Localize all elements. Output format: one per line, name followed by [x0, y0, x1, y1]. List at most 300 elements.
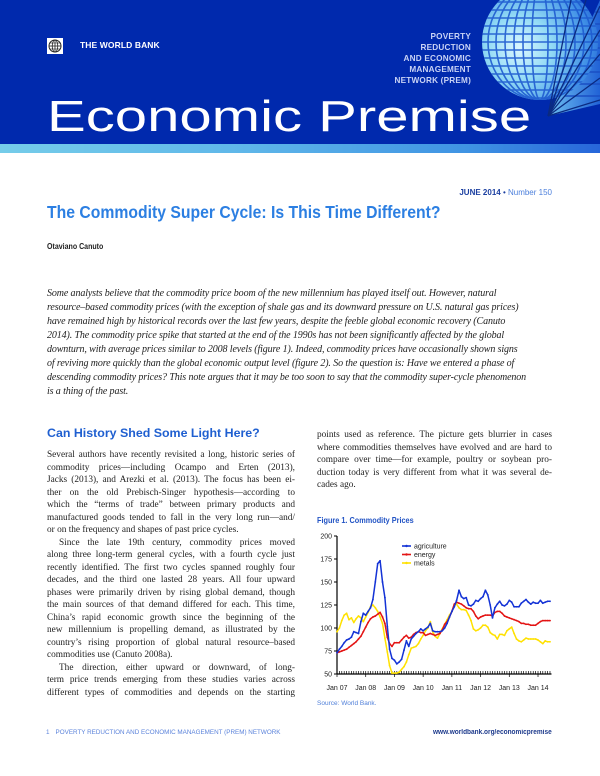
data-point [425, 628, 427, 630]
data-point [523, 623, 525, 625]
body-line: decades, and the third one lasted 28 years. All four upward [47, 575, 295, 585]
body-line: points used as reference. The picture gets blurrier in cases [317, 430, 552, 440]
data-point [549, 641, 551, 643]
data-point [473, 611, 475, 613]
data-point [437, 631, 439, 633]
section-heading: Can History Shed Some Light Here? [47, 426, 260, 440]
data-point [420, 628, 422, 630]
data-point [537, 639, 539, 641]
data-point [458, 589, 460, 591]
data-point [465, 597, 467, 599]
abstract-line: resource–based commodity prices (with the exception of shale gas and its downward pressure on U.S. natural gas prices) [47, 302, 519, 313]
data-point [516, 606, 518, 608]
data-point [528, 623, 530, 625]
data-point [355, 632, 357, 634]
data-point [544, 601, 546, 603]
data-point [513, 619, 515, 621]
issue-number: Number 150 [507, 188, 552, 197]
data-point [523, 639, 525, 641]
data-point [542, 620, 544, 622]
x-tick-label: Jan 08 [355, 685, 377, 692]
data-point [528, 638, 530, 640]
left-column-body [47, 449, 295, 699]
data-point [348, 638, 350, 640]
data-point [429, 623, 431, 625]
data-point [463, 605, 465, 607]
data-point [351, 645, 353, 647]
data-point [408, 646, 410, 648]
data-point [398, 661, 400, 663]
data-point [504, 635, 506, 637]
data-point [408, 654, 410, 656]
data-point [461, 603, 463, 605]
data-point [396, 663, 398, 665]
data-point [384, 623, 386, 625]
data-point [434, 635, 436, 637]
data-point [353, 631, 355, 633]
data-point [418, 643, 420, 645]
data-point [386, 651, 388, 653]
data-point [468, 614, 470, 616]
data-point [525, 637, 527, 639]
data-point [461, 609, 463, 611]
data-point [384, 597, 386, 599]
data-point [461, 596, 463, 598]
data-point [458, 607, 460, 609]
data-point [353, 643, 355, 645]
data-point [494, 607, 496, 609]
data-point [415, 646, 417, 648]
data-point [473, 628, 475, 630]
data-point [487, 614, 489, 616]
data-point [403, 649, 405, 651]
data-point [542, 643, 544, 645]
data-point [374, 607, 376, 609]
data-point [370, 618, 372, 620]
data-point [482, 624, 484, 626]
data-point [547, 620, 549, 622]
data-point [487, 626, 489, 628]
data-point [358, 615, 360, 617]
body-line: which the “terms of trade” between primary products and [47, 500, 295, 510]
data-point [482, 615, 484, 617]
body-line: phases were primarily driven by rising global demand, though [47, 587, 295, 598]
data-point [379, 560, 381, 562]
footer-network-name: POVERTY REDUCTION AND ECONOMIC MANAGEMENT (PREM) NETWORK [55, 729, 281, 736]
data-point [492, 617, 494, 619]
data-point [432, 630, 434, 632]
data-point [506, 603, 508, 605]
data-point [518, 621, 520, 623]
footer-website-link[interactable]: www.worldbank.org/economicpremise [433, 729, 552, 736]
x-tick-label: Jan 14 [527, 685, 549, 692]
issue-info [459, 188, 552, 197]
data-point [353, 622, 355, 624]
data-point [365, 616, 367, 618]
data-point [358, 633, 360, 635]
data-point [547, 641, 549, 643]
data-point [444, 627, 446, 629]
data-point [341, 646, 343, 648]
data-point [437, 637, 439, 639]
y-tick-label: 150 [320, 579, 332, 587]
y-tick-label: 200 [320, 533, 332, 541]
data-point [477, 618, 479, 620]
x-tick-label: Jan 11 [441, 685, 463, 692]
data-point [499, 600, 501, 602]
data-point [348, 646, 350, 648]
organization-name: THE WORLD BANK [80, 40, 160, 50]
data-point [348, 619, 350, 621]
data-point [549, 600, 551, 602]
data-point [535, 638, 537, 640]
data-point [396, 642, 398, 644]
data-point [475, 615, 477, 617]
body-line: along three long-term general cycles, with a fourth cycle just [47, 550, 295, 560]
body-line: the main sources of that demand differed for each. This time, [47, 600, 295, 610]
data-point [525, 623, 527, 625]
figure-source: Source: World Bank. [317, 700, 377, 707]
data-point [508, 600, 510, 602]
data-point [362, 612, 364, 614]
x-tick-label: Jan 12 [470, 685, 492, 692]
data-point [547, 600, 549, 602]
data-point [518, 606, 520, 608]
data-point [530, 603, 532, 605]
data-point [336, 652, 338, 654]
body-line: ther on the old Prebisch-Singer hypothesis—according to [47, 487, 295, 498]
data-point [439, 633, 441, 635]
world-bank-logo-icon [47, 38, 63, 54]
abstract [47, 287, 559, 399]
data-point [355, 641, 357, 643]
data-point [398, 671, 400, 673]
legend-label-energy: energy [414, 551, 436, 559]
data-point [499, 611, 501, 613]
data-point [520, 641, 522, 643]
data-point [511, 626, 513, 628]
body-line: duction today is very different from what it was several de- [317, 467, 552, 478]
abstract-line: downturn, with average prices similar to 2008 levels (figure 1). Indeed, commodity prices have occasionally shown signs [47, 344, 518, 355]
data-point [394, 642, 396, 644]
data-point [358, 638, 360, 640]
data-point [379, 612, 381, 614]
data-point [489, 632, 491, 634]
data-point [544, 640, 546, 642]
data-point [406, 635, 408, 637]
data-point [504, 615, 506, 617]
data-point [391, 672, 393, 674]
data-point [485, 624, 487, 626]
data-point [367, 622, 369, 624]
data-point [429, 621, 431, 623]
data-point [540, 641, 542, 643]
data-point [343, 642, 345, 644]
data-point [477, 629, 479, 631]
body-line: or on the frequency and shapes of past price cycles. [47, 525, 239, 535]
data-point [420, 632, 422, 634]
data-point [530, 624, 532, 626]
data-point [496, 638, 498, 640]
data-point [372, 599, 374, 601]
body-line: Several authors have recently revisited a long, historic series of [47, 450, 295, 460]
data-point [408, 637, 410, 639]
data-point [480, 598, 482, 600]
page-number: 1 [46, 729, 50, 736]
data-point [401, 669, 403, 671]
data-point [365, 614, 367, 616]
data-point [422, 635, 424, 637]
right-column-body [317, 429, 552, 492]
data-point [537, 602, 539, 604]
data-point [336, 631, 338, 633]
data-point [394, 659, 396, 661]
data-point [401, 658, 403, 660]
body-line: term price trends emerging from these studies varies across [47, 675, 295, 685]
data-point [449, 616, 451, 618]
data-point [506, 630, 508, 632]
data-point [456, 600, 458, 602]
data-point [470, 608, 472, 610]
data-point [432, 634, 434, 636]
data-point [499, 634, 501, 636]
data-point [374, 581, 376, 583]
data-point [496, 603, 498, 605]
data-point [492, 634, 494, 636]
data-point [513, 633, 515, 635]
data-point [496, 611, 498, 613]
data-point [406, 661, 408, 663]
data-point [341, 620, 343, 622]
abstract-line: have remained high by historical records over the last few years, despite the feeble global economic recovery (Canuto [47, 316, 506, 327]
data-point [346, 612, 348, 614]
data-point [365, 626, 367, 628]
data-point [367, 611, 369, 613]
data-point [520, 602, 522, 604]
data-point [446, 623, 448, 625]
abstract-line: of reviving more quickly than the global economic output level (figure 2). So the question is: Have we entered a phase of [47, 358, 515, 369]
data-point [465, 610, 467, 612]
data-point [427, 626, 429, 628]
network-line: NETWORK (PREM) [394, 76, 471, 85]
data-point [410, 647, 412, 649]
data-point [468, 604, 470, 606]
legend-marker [405, 553, 407, 555]
data-point [482, 596, 484, 598]
data-point [425, 635, 427, 637]
data-point [382, 581, 384, 583]
data-point [463, 598, 465, 600]
body-line: Jacks (2013), and Arezki et al. (2013). The focus has been ei- [47, 475, 295, 485]
data-point [351, 617, 353, 619]
data-point [475, 600, 477, 602]
data-point [506, 616, 508, 618]
data-point [549, 620, 551, 622]
data-point [403, 636, 405, 638]
data-point [475, 630, 477, 632]
data-point [341, 650, 343, 652]
data-point [494, 635, 496, 637]
body-line: Since the late 19th century, commodity prices moved [59, 537, 295, 548]
data-point [540, 600, 542, 602]
data-point [427, 634, 429, 636]
data-point [437, 634, 439, 636]
data-point [372, 616, 374, 618]
publication-title: Economic Premise [47, 92, 532, 141]
body-line: where commodities themselves have evolved and are hard to [317, 442, 552, 453]
network-line: POVERTY [430, 32, 471, 41]
data-point [516, 620, 518, 622]
data-point [391, 646, 393, 648]
y-tick-label: 100 [320, 625, 332, 633]
data-point [355, 618, 357, 620]
data-point [465, 607, 467, 609]
data-point [377, 613, 379, 615]
data-point [520, 623, 522, 625]
body-line: country’s rising proportion of global natural resource–based [47, 637, 295, 648]
body-line: commodity prices—including Ocampo and Erten (2013), [47, 462, 295, 473]
data-point [470, 605, 472, 607]
data-point [523, 600, 525, 602]
data-point [480, 616, 482, 618]
data-point [468, 608, 470, 610]
data-point [485, 589, 487, 591]
network-name-block [395, 31, 471, 86]
data-point [508, 628, 510, 630]
y-tick-label: 125 [320, 602, 332, 610]
data-point [343, 614, 345, 616]
body-line: compare over time—for example, poultry or soybean pro- [317, 455, 552, 465]
data-point [379, 616, 381, 618]
data-point [537, 623, 539, 625]
data-point [382, 623, 384, 625]
header-gradient-strip [0, 144, 600, 153]
data-point [516, 638, 518, 640]
series-line-metals [337, 604, 550, 673]
data-point [451, 611, 453, 613]
data-point [513, 606, 515, 608]
data-point [453, 606, 455, 608]
data-point [389, 648, 391, 650]
data-point [544, 620, 546, 622]
data-point [532, 638, 534, 640]
data-point [530, 638, 532, 640]
data-point [518, 640, 520, 642]
article-title: The Commodity Super Cycle: Is This Time Different? [47, 202, 441, 222]
data-point [489, 604, 491, 606]
data-point [420, 638, 422, 640]
data-point [528, 601, 530, 603]
body-line: The direction, either upward or downward, of long- [59, 662, 295, 673]
abstract-line: descending commodity prices? This note argues that it may be too soon to say that the commodity super-cycle phenomenon [47, 372, 527, 383]
data-point [391, 658, 393, 660]
data-point [360, 635, 362, 637]
data-point [410, 638, 412, 640]
data-point [398, 642, 400, 644]
legend-label-agriculture: agriculture [414, 543, 447, 551]
data-point [362, 631, 364, 633]
data-point [511, 618, 513, 620]
x-tick-label: Jan 07 [326, 685, 348, 692]
data-point [504, 605, 506, 607]
data-point [489, 614, 491, 616]
footer-network [46, 729, 280, 737]
issue-date: JUNE 2014 [459, 188, 501, 197]
issue-separator: • [500, 188, 508, 197]
data-point [406, 640, 408, 642]
y-tick-label: 75 [324, 648, 332, 656]
data-point [422, 632, 424, 634]
data-point [501, 604, 503, 606]
author-name: Otaviano Canuto [47, 242, 104, 251]
data-point [415, 633, 417, 635]
data-point [542, 602, 544, 604]
data-point [508, 617, 510, 619]
body-line: cades ago. [317, 480, 356, 490]
data-point [343, 649, 345, 651]
data-point [458, 602, 460, 604]
data-point [384, 637, 386, 639]
data-point [441, 630, 443, 632]
legend-marker [405, 545, 407, 547]
data-point [525, 599, 527, 601]
body-line: new millennium is propelling demand, as illustrated by the [47, 625, 295, 635]
data-point [360, 621, 362, 623]
data-point [396, 672, 398, 674]
data-point [394, 672, 396, 674]
data-point [480, 627, 482, 629]
y-tick-label: 175 [320, 556, 332, 564]
data-point [487, 594, 489, 596]
data-point [362, 621, 364, 623]
figure-title: Figure 1. Commodity Prices [317, 515, 414, 525]
body-line: manufactured goods tended to fall in the very long run—and/ [47, 512, 295, 523]
data-point [377, 611, 379, 613]
body-line: China’s rapid economic growth since the beginning of the [47, 612, 295, 623]
data-point [389, 665, 391, 667]
data-point [501, 634, 503, 636]
data-point [422, 630, 424, 632]
commodity-prices-line-chart [300, 525, 560, 710]
network-line: MANAGEMENT [409, 65, 471, 74]
legend-label-metals: metals [414, 560, 435, 568]
data-point [444, 623, 446, 625]
data-point [339, 627, 341, 629]
data-point [477, 600, 479, 602]
abstract-line: Some analysts believe that the commodity price boom of the new millennium has played itself out. However, natural [47, 288, 497, 299]
data-point [386, 625, 388, 627]
data-point [374, 615, 376, 617]
data-point [370, 607, 372, 609]
data-point [382, 616, 384, 618]
data-point [439, 631, 441, 633]
data-point [401, 639, 403, 641]
data-point [346, 639, 348, 641]
data-point [413, 635, 415, 637]
body-line: recently identified. The first two cycles spanned roughly four [47, 562, 295, 573]
body-line: different types of commodities and depends on the starting [47, 687, 295, 698]
x-tick-label: Jan 10 [412, 685, 434, 692]
data-point [463, 609, 465, 611]
network-line: AND ECONOMIC [403, 54, 471, 63]
data-point [470, 620, 472, 622]
legend-marker [405, 562, 407, 564]
data-point [351, 636, 353, 638]
x-tick-label: Jan 09 [383, 685, 405, 692]
data-point [418, 631, 420, 633]
data-point [429, 633, 431, 635]
data-point [403, 666, 405, 668]
